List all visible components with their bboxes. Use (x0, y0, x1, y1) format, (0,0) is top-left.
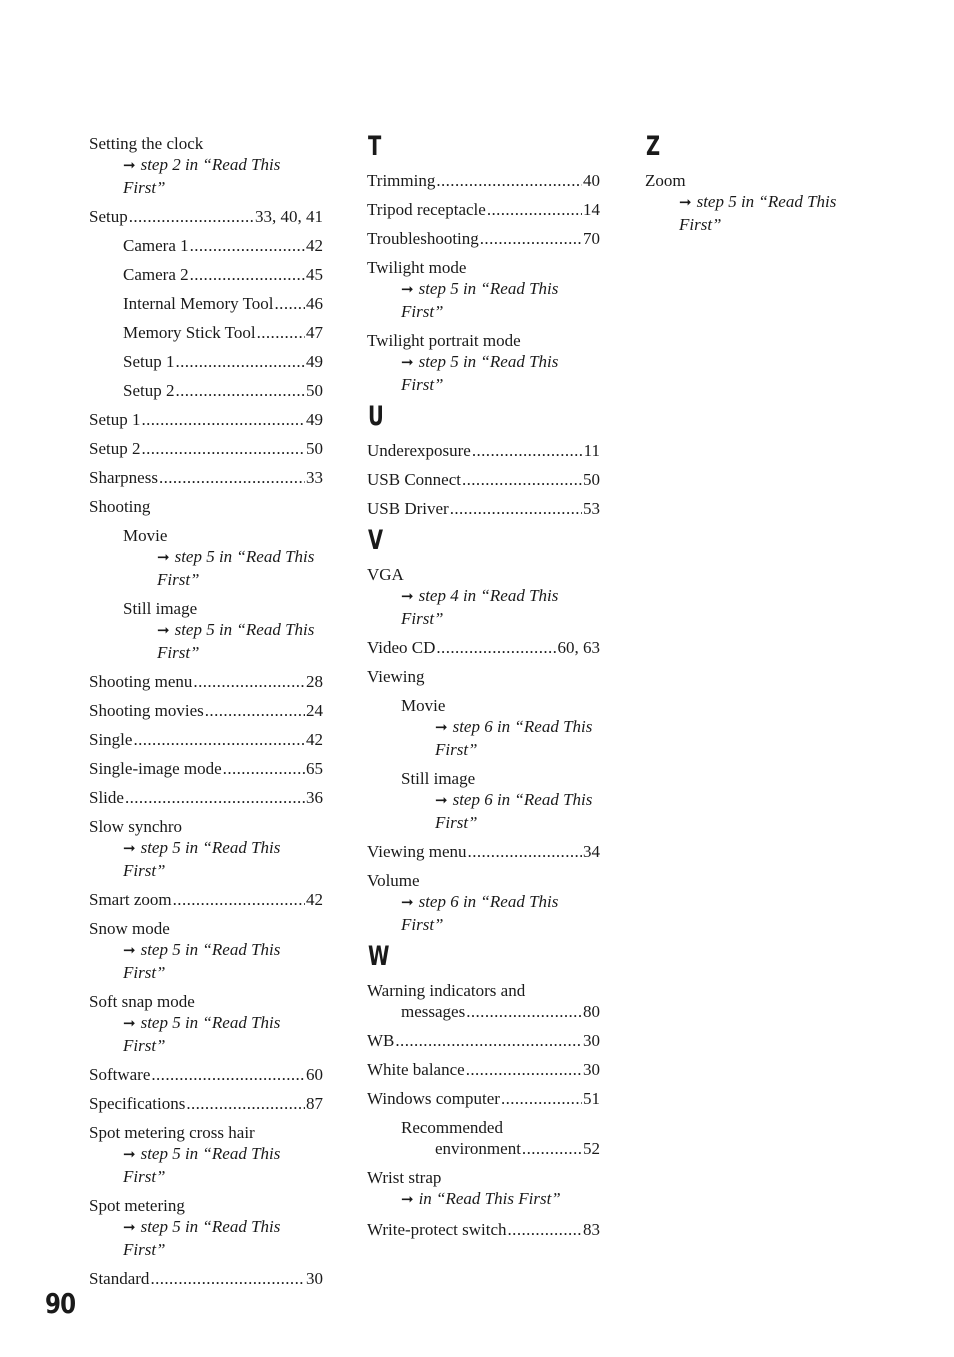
reference-text: step 2 in “Read This First” (123, 155, 281, 197)
page-ref: 49 (306, 352, 323, 371)
entry-label: Wrist strap (367, 1168, 442, 1187)
entry-line (367, 564, 600, 585)
reference-text: step 5 in “Read This First” (123, 1144, 281, 1186)
index-entry (367, 170, 600, 191)
arrow-icon: ➞ (401, 589, 414, 605)
entry-label: Trimming (367, 171, 436, 190)
leader-dots (466, 1059, 582, 1080)
reference-text: step 5 in “Read This First” (157, 547, 315, 589)
reference-text: step 5 in “Read This First” (123, 1217, 281, 1259)
index-entry (89, 1195, 323, 1260)
cross-reference (367, 585, 600, 629)
index-entry (89, 889, 323, 910)
entry-label: Soft snap mode (89, 992, 195, 1011)
entry-line (89, 1268, 323, 1289)
entry-label: Setup 2 (123, 381, 175, 400)
entry-line (367, 841, 600, 862)
entry-label: Setup 1 (89, 410, 141, 429)
index-section (367, 133, 600, 395)
leader-dots (487, 199, 582, 220)
index-entry (89, 1122, 323, 1187)
entry-label: Movie (123, 526, 168, 545)
page-ref: 46 (306, 294, 323, 313)
leader-dots (193, 671, 305, 692)
entry-line (367, 1088, 600, 1109)
entry-label: USB Connect (367, 470, 461, 489)
entry-line (89, 438, 323, 459)
page-ref: 51 (583, 1089, 600, 1108)
entry-label: Shooting menu (89, 672, 193, 691)
entry-label: Camera 1 (123, 236, 189, 255)
page-ref: 14 (583, 200, 600, 219)
entry-line (89, 1122, 323, 1143)
index-section (89, 133, 323, 1289)
arrow-icon: ➞ (123, 1016, 136, 1032)
entry-label: Tripod receptacle (367, 200, 486, 219)
leader-dots (133, 729, 305, 750)
page-ref: 83 (583, 1220, 600, 1239)
entry-line (89, 1195, 323, 1216)
entry-line (89, 467, 323, 488)
leader-dots (151, 1064, 305, 1085)
index-section (645, 133, 878, 235)
arrow-icon: ➞ (435, 720, 448, 736)
leader-dots (480, 228, 582, 249)
index-entry (367, 257, 600, 322)
entry-label: Setup (89, 207, 128, 226)
entry-line (123, 235, 323, 256)
leader-dots (150, 1268, 305, 1289)
arrow-icon: ➞ (401, 895, 414, 911)
entry-line (123, 264, 323, 285)
page-ref: 30 (583, 1060, 600, 1079)
cross-reference (401, 716, 600, 760)
leader-dots (462, 469, 582, 490)
index-entry (89, 467, 323, 488)
entry-line (89, 206, 323, 227)
entry-line (367, 170, 600, 191)
index-subentry (89, 264, 323, 285)
entry-line (367, 228, 600, 249)
leader-dots (141, 438, 305, 459)
index-subentry (89, 380, 323, 401)
entry-line (89, 729, 323, 750)
leader-dots (395, 1030, 582, 1051)
index-entry (367, 564, 600, 629)
page-ref: 60 (306, 1065, 323, 1084)
entry-line (401, 768, 600, 789)
entry-label: Movie (401, 696, 446, 715)
entry-line (367, 1059, 600, 1080)
reference-text: step 5 in “Read This First” (123, 838, 281, 880)
index-entry (89, 1093, 323, 1114)
arrow-icon: ➞ (401, 1192, 414, 1208)
entry-line (401, 695, 600, 716)
index-entry (367, 1088, 600, 1109)
entry-label: Standard (89, 1269, 150, 1288)
entry-label: Spot metering cross hair (89, 1123, 255, 1142)
entry-line (123, 293, 323, 314)
index-section (367, 527, 600, 935)
index-entry (645, 170, 878, 235)
index-entry (89, 1064, 323, 1085)
page-ref: 53 (583, 499, 600, 518)
index-entry (89, 1268, 323, 1289)
index-entry (89, 409, 323, 430)
entry-label: Spot metering (89, 1196, 185, 1215)
section-letter: V (368, 525, 384, 556)
leader-dots (175, 380, 305, 401)
section-letter: T (368, 131, 382, 162)
entry-line (401, 1138, 600, 1159)
cross-reference (123, 619, 323, 663)
page-ref: 42 (306, 236, 323, 255)
page-ref: 45 (306, 265, 323, 284)
page-number: 90 (45, 1287, 76, 1320)
reference-text: step 5 in “Read This First” (123, 940, 281, 982)
page-ref: 65 (306, 759, 323, 778)
page-ref: 70 (583, 229, 600, 248)
leader-dots (190, 264, 305, 285)
entry-label: Single-image mode (89, 759, 222, 778)
leader-dots (468, 841, 582, 862)
leader-dots (508, 1219, 582, 1240)
index-section (367, 403, 600, 519)
leader-dots (205, 700, 305, 721)
page-ref: 50 (583, 470, 600, 489)
index-entry (89, 816, 323, 881)
leader-dots (125, 787, 305, 808)
page-ref: 52 (583, 1139, 600, 1158)
index-entry (89, 758, 323, 779)
leader-dots (466, 1001, 582, 1022)
entry-label: Still image (123, 599, 198, 618)
page-ref: 80 (583, 1002, 600, 1021)
page-ref: 87 (306, 1094, 323, 1113)
page-ref: 11 (583, 441, 600, 460)
index-entry (89, 133, 323, 198)
arrow-icon: ➞ (401, 355, 414, 371)
entry-line (367, 1167, 600, 1188)
entry-line (123, 380, 323, 401)
leader-dots (436, 170, 582, 191)
index-entry (367, 440, 600, 461)
entry-label: Viewing (367, 667, 425, 686)
reference-text: step 6 in “Read This First” (401, 892, 559, 934)
index-entry (367, 870, 600, 935)
cross-reference (123, 546, 323, 590)
page-ref: 50 (306, 381, 323, 400)
reference-text: in “Read This First” (418, 1189, 561, 1208)
index-subentry (367, 695, 600, 760)
reference-text: step 6 in “Read This First” (435, 790, 593, 832)
entry-line (89, 1093, 323, 1114)
index-subentry (367, 1117, 600, 1159)
entry-label: Volume (367, 871, 420, 890)
entry-label: Shooting movies (89, 701, 204, 720)
index-subentry (89, 293, 323, 314)
arrow-icon: ➞ (157, 623, 170, 639)
leader-dots (129, 206, 254, 227)
entry-label: Recommended (401, 1118, 503, 1137)
page-ref: 34 (583, 842, 600, 861)
cross-reference (645, 191, 878, 235)
page-ref: 50 (306, 439, 323, 458)
reference-text: step 5 in “Read This First” (401, 279, 559, 321)
entry-label: Warning indicators and (367, 981, 526, 1000)
entry-label: Troubleshooting (367, 229, 479, 248)
entry-line (89, 889, 323, 910)
reference-text: step 5 in “Read This First” (123, 1013, 281, 1055)
entry-label: WB (367, 1031, 395, 1050)
entry-line (367, 330, 600, 351)
entry-line (89, 700, 323, 721)
entry-label: messages (401, 1002, 466, 1021)
entry-line (367, 469, 600, 490)
leader-dots (186, 1093, 305, 1114)
entry-line (367, 1219, 600, 1240)
page-ref: 60, 63 (557, 638, 600, 657)
entry-label: Specifications (89, 1094, 186, 1113)
page-ref: 33, 40, 41 (255, 207, 323, 226)
entry-label: Memory Stick Tool (123, 323, 256, 342)
entry-label: Slide (89, 788, 124, 807)
index-subentry (89, 235, 323, 256)
index-column-2 (367, 133, 600, 1248)
entry-line (367, 1030, 600, 1051)
index-entry (367, 1167, 600, 1211)
index-section (367, 943, 600, 1240)
section-letter: Z (646, 131, 661, 162)
index-entry (367, 228, 600, 249)
index-entry (89, 496, 323, 517)
section-letter: U (368, 401, 384, 432)
entry-label: Underexposure (367, 441, 471, 460)
reference-text: step 5 in “Read This First” (679, 192, 837, 234)
entry-line (367, 257, 600, 278)
arrow-icon: ➞ (123, 1147, 136, 1163)
entry-line (89, 409, 323, 430)
leader-dots (522, 1138, 582, 1159)
entry-label: Video CD (367, 638, 436, 657)
page-ref: 42 (306, 890, 323, 909)
entry-line (89, 1064, 323, 1085)
index-entry (367, 330, 600, 395)
index-subentry (89, 525, 323, 590)
entry-label: Setup 2 (89, 439, 141, 458)
entry-line (89, 671, 323, 692)
cross-reference (367, 278, 600, 322)
entry-line (89, 758, 323, 779)
entry-label: Internal Memory Tool (123, 294, 274, 313)
entry-label: White balance (367, 1060, 465, 1079)
index-subentry (89, 351, 323, 372)
entry-label: Zoom (645, 171, 686, 190)
leader-dots (436, 637, 556, 658)
index-entry (367, 980, 600, 1022)
reference-text: step 5 in “Read This First” (157, 620, 315, 662)
leader-dots (141, 409, 305, 430)
index-subentry (367, 768, 600, 833)
arrow-icon: ➞ (157, 550, 170, 566)
cross-reference (89, 154, 323, 198)
entry-line (645, 170, 878, 191)
entry-label: Write-protect switch (367, 1220, 507, 1239)
index-entry (89, 991, 323, 1056)
entry-label: environment (435, 1139, 521, 1158)
leader-dots (472, 440, 583, 461)
cross-reference (89, 837, 323, 881)
index-subentry (89, 598, 323, 663)
entry-label: Shooting (89, 497, 151, 516)
index-entry (89, 671, 323, 692)
arrow-icon: ➞ (679, 195, 692, 211)
leader-dots (223, 758, 305, 779)
leader-dots (175, 351, 305, 372)
index-entry (89, 206, 323, 227)
cross-reference (89, 1143, 323, 1187)
entry-line (367, 1001, 600, 1022)
index-subentry (89, 322, 323, 343)
reference-text: step 6 in “Read This First” (435, 717, 593, 759)
entry-line (367, 870, 600, 891)
entry-label: Setting the clock (89, 134, 204, 153)
arrow-icon: ➞ (123, 841, 136, 857)
cross-reference (367, 891, 600, 935)
cross-reference (89, 1216, 323, 1260)
index-entry (367, 1059, 600, 1080)
index-entry (367, 637, 600, 658)
entry-line (89, 991, 323, 1012)
index-entry (367, 199, 600, 220)
entry-line (123, 525, 323, 546)
cross-reference (367, 1188, 600, 1211)
entry-line (89, 816, 323, 837)
leader-dots (275, 293, 305, 314)
page-ref: 40 (583, 171, 600, 190)
index-entry (367, 1219, 600, 1240)
page-ref: 36 (306, 788, 323, 807)
entry-label: Twilight portrait mode (367, 331, 521, 350)
entry-label: Smart zoom (89, 890, 172, 909)
entry-line (89, 496, 323, 517)
entry-label: Windows computer (367, 1089, 500, 1108)
arrow-icon: ➞ (401, 282, 414, 298)
entry-label: Twilight mode (367, 258, 467, 277)
index-column-1 (89, 133, 323, 1297)
leader-dots (450, 498, 582, 519)
page-ref: 30 (583, 1031, 600, 1050)
entry-line (89, 918, 323, 939)
leader-dots (501, 1088, 582, 1109)
entry-line (89, 133, 323, 154)
leader-dots (159, 467, 305, 488)
page-ref: 49 (306, 410, 323, 429)
index-entry (89, 438, 323, 459)
cross-reference (89, 1012, 323, 1056)
entry-label: Still image (401, 769, 476, 788)
entry-line (367, 666, 600, 687)
page-ref: 33 (306, 468, 323, 487)
cross-reference (401, 789, 600, 833)
index-entry (367, 498, 600, 519)
index-entry (367, 841, 600, 862)
index-entry (89, 787, 323, 808)
entry-label: Snow mode (89, 919, 170, 938)
entry-line (367, 637, 600, 658)
arrow-icon: ➞ (123, 1220, 136, 1236)
index-entry (367, 1030, 600, 1051)
entry-label: Slow synchro (89, 817, 183, 836)
entry-label: Setup 1 (123, 352, 175, 371)
entry-label: Software (89, 1065, 151, 1084)
entry-label: Single (89, 730, 133, 749)
arrow-icon: ➞ (123, 158, 136, 174)
page-ref: 42 (306, 730, 323, 749)
entry-line (89, 787, 323, 808)
entry-label: VGA (367, 565, 404, 584)
reference-text: step 5 in “Read This First” (401, 352, 559, 394)
arrow-icon: ➞ (123, 943, 136, 959)
cross-reference (367, 351, 600, 395)
index-entry (367, 469, 600, 490)
leader-dots (190, 235, 305, 256)
cross-reference (89, 939, 323, 983)
leader-dots (173, 889, 305, 910)
index-column-3 (645, 133, 878, 243)
page-ref: 30 (306, 1269, 323, 1288)
entry-label: Viewing menu (367, 842, 467, 861)
entry-line (123, 351, 323, 372)
page-ref: 28 (306, 672, 323, 691)
section-letter: W (368, 941, 390, 972)
entry-line (123, 322, 323, 343)
index-entry (367, 666, 600, 687)
arrow-icon: ➞ (435, 793, 448, 809)
entry-line (367, 498, 600, 519)
entry-label: Camera 2 (123, 265, 189, 284)
entry-line (367, 199, 600, 220)
entry-label: Sharpness (89, 468, 158, 487)
index-entry (89, 729, 323, 750)
page-ref: 24 (306, 701, 323, 720)
reference-text: step 4 in “Read This First” (401, 586, 559, 628)
entry-line (123, 598, 323, 619)
entry-label: USB Driver (367, 499, 449, 518)
index-entry (89, 700, 323, 721)
index-entry (89, 918, 323, 983)
page-ref: 47 (306, 323, 323, 342)
entry-line (367, 440, 600, 461)
leader-dots (257, 322, 305, 343)
